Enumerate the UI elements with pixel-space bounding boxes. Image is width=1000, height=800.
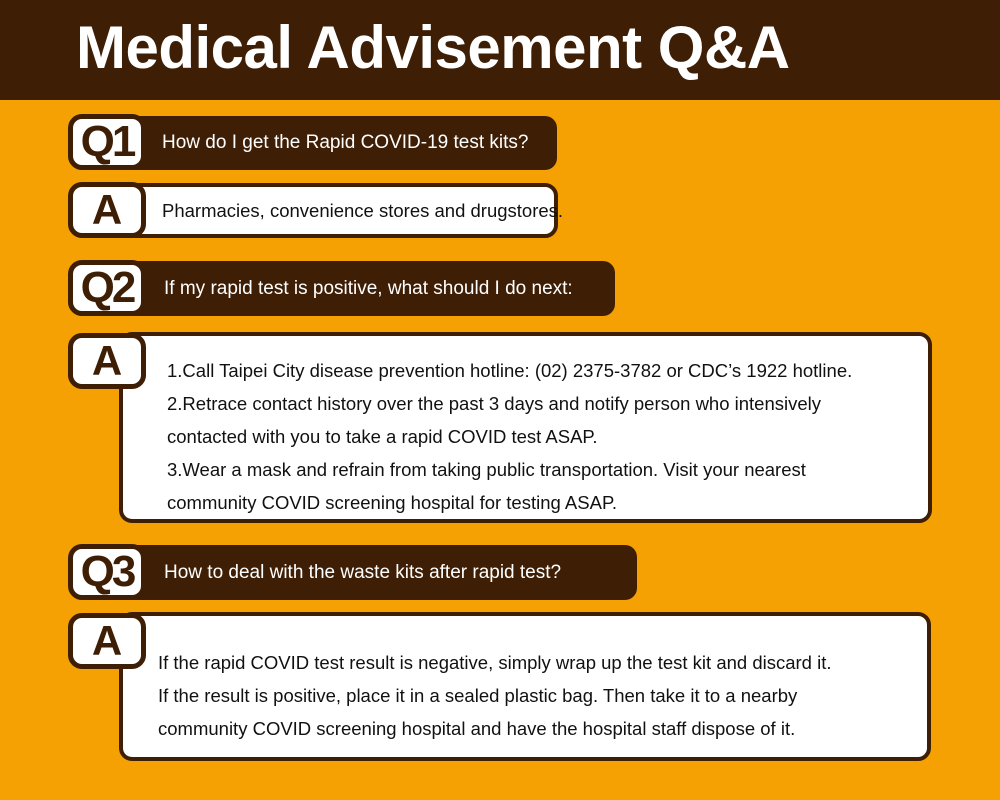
q3-question-text: How to deal with the waste kits after rapid test? <box>164 561 562 583</box>
q2-badge: Q2 <box>68 260 146 316</box>
a2-answer-line: community COVID screening hospital for testing ASAP. <box>167 492 618 513</box>
q2-question-text: If my rapid test is positive, what should I do next: <box>164 277 573 299</box>
a2-answer-line: 1.Call Taipei City disease prevention hotline: (02) 2375-3782 or CDC’s 1922 hotline. <box>167 360 853 381</box>
a1-badge: A <box>68 182 146 238</box>
a2-answer-line: 2.Retrace contact history over the past 3 days and notify person who intensively <box>167 393 822 414</box>
page-title: Medical Advisement Q&A <box>76 14 790 81</box>
a2-answer-line: contacted with you to take a rapid COVID test ASAP. <box>167 426 598 447</box>
a2-badge: A <box>68 333 146 389</box>
q1-badge: Q1 <box>68 114 146 170</box>
a1-answer-line: Pharmacies, convenience stores and drugstores. <box>162 199 564 221</box>
a2-answer-box <box>119 332 932 523</box>
q1-question-text: How do I get the Rapid COVID-19 test kits? <box>162 132 529 153</box>
a3-answer-box <box>119 612 931 761</box>
q3-badge: Q3 <box>68 544 146 600</box>
q3-question-bar <box>70 545 637 600</box>
q2-question-bar <box>70 261 615 316</box>
header-banner <box>0 0 1000 100</box>
a3-badge: A <box>68 613 146 669</box>
a3-answer-line: If the result is positive, place it in a sealed plastic bag. Then take it to a nearby <box>158 685 798 706</box>
a2-answer-line: 3.Wear a mask and refrain from taking public transportation. Visit your nearest <box>167 459 806 480</box>
a3-answer-line: community COVID screening hospital and have the hospital staff dispose of it. <box>158 718 796 739</box>
a3-answer-line: If the rapid COVID test result is negative, simply wrap up the test kit and discard it. <box>158 652 832 673</box>
